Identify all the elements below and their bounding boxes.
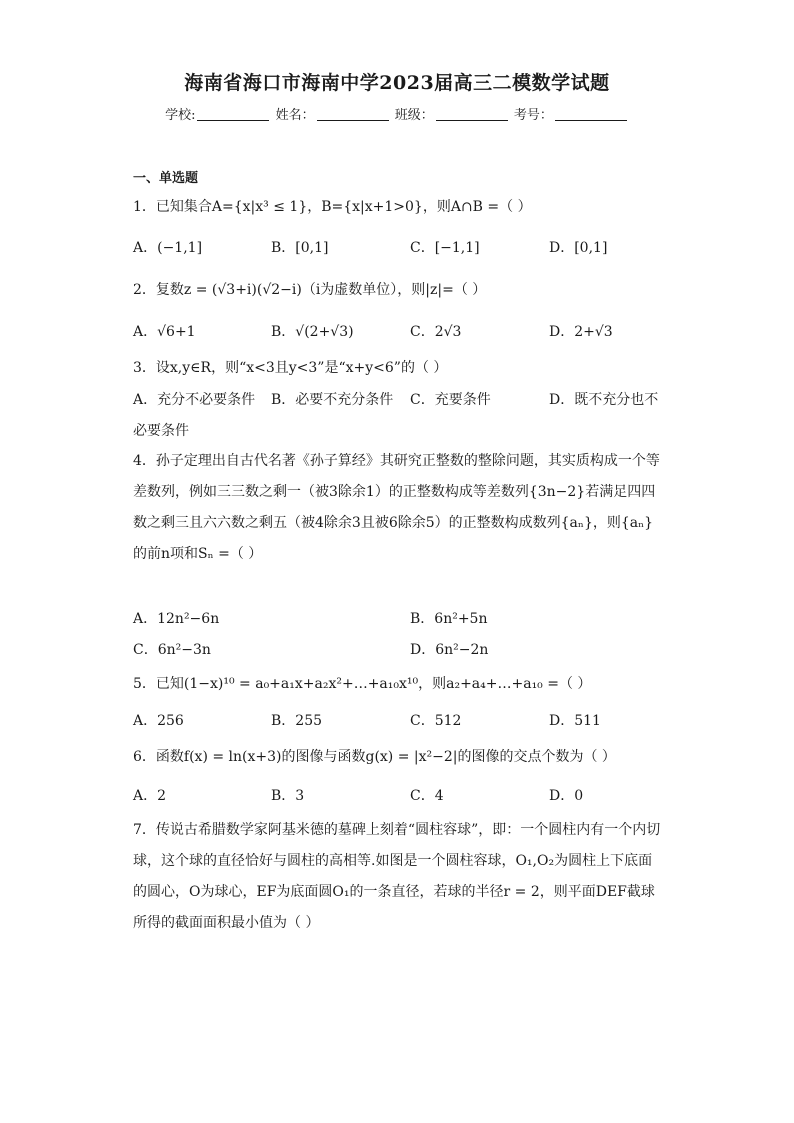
- question-7-stem: 7．传说古希腊数学家阿基米德的墓碑上刻着“圆柱容球”，即：一个圆柱内有一个内切球，这个球的直径恰好与圆柱的高相等.如图是一个圆柱容球，O₁,O₂为圆柱上下底面的圆心，O为球心，EF为底面圆O₁的一条直径，若球的半径r = 2，则平面DEF截球所得的截面面积最小值为（ ）: [133, 822, 661, 931]
- question-1-option-c[interactable]: C．[−1,1]: [410, 240, 480, 256]
- question-2-option-b[interactable]: B．√(2+√3): [271, 324, 354, 340]
- question-4-option-a[interactable]: A．12n²−6n: [133, 611, 220, 627]
- section-title: 一、单选题: [133, 171, 199, 186]
- question-2-option-d[interactable]: D．2+√3: [549, 324, 613, 340]
- question-6-option-a[interactable]: A．2: [133, 788, 167, 804]
- question-2-stem: 2．复数z = (√3+i)(√2−i)（i为虚数单位），则|z|=（ ）: [133, 282, 487, 298]
- question-6-option-d[interactable]: D．0: [549, 788, 584, 804]
- question-2-option-c[interactable]: C．2√3: [410, 324, 462, 340]
- question-1-stem: 1．已知集合A={x|x³ ≤ 1}，B={x|x+1>0}，则A∩B =（ ）: [133, 199, 532, 215]
- exam-number-blank[interactable]: [555, 108, 627, 121]
- question-5-stem: 5．已知(1−x)¹⁰ = a₀+a₁x+a₂x²+…+a₁₀x¹⁰，则a₂+a₄+…+a₁₀ =（ ）: [133, 676, 592, 692]
- question-5-option-b[interactable]: B．255: [271, 713, 323, 729]
- question-6-stem: 6．函数f(x) = ln(x+3)的图像与函数g(x) = |x²−2|的图像的交点个数为（ ）: [133, 749, 616, 765]
- name-label: 姓名：: [275, 108, 315, 123]
- question-5-option-a[interactable]: A．256: [133, 713, 184, 729]
- student-info-line: [0, 104, 794, 123]
- question-3-option-c[interactable]: C．充要条件: [410, 392, 491, 408]
- question-3-option-d-continuation: 必要条件: [133, 423, 189, 439]
- name-blank[interactable]: [317, 108, 389, 121]
- school-label: 学校:: [165, 108, 196, 123]
- question-4-stem: 4．孙子定理出自古代名著《孙子算经》其研究正整数的整除问题，其实质构成一个等差数列，例如三三数之剩一（被3除余1）的正整数构成等差数列{3n−2}若满足四四数之剩三且六六数之剩五（被4除余3且被6除余5）的正整数构成数列{aₙ}，则{aₙ}的前n项和Sₙ =（ ）: [133, 453, 660, 562]
- question-1-option-a[interactable]: A．(−1,1]: [133, 240, 203, 256]
- question-1-option-d[interactable]: D．[0,1]: [549, 240, 608, 256]
- question-6-option-c[interactable]: C．4: [410, 788, 444, 804]
- question-3-stem: 3．设x,y∈R，则“x<3且y<3”是“x+y<6”的（ ）: [133, 360, 448, 376]
- class-blank[interactable]: [436, 108, 508, 121]
- exam-number-label: 考号：: [513, 108, 553, 123]
- school-blank[interactable]: [197, 108, 269, 121]
- question-1-option-b[interactable]: B．[0,1]: [271, 240, 329, 256]
- question-5-option-c[interactable]: C．512: [410, 713, 462, 729]
- question-4-option-c[interactable]: C．6n²−3n: [133, 642, 211, 658]
- class-label: 班级：: [394, 108, 434, 123]
- question-4-option-b[interactable]: B．6n²+5n: [410, 611, 488, 627]
- question-6-option-b[interactable]: B．3: [271, 788, 305, 804]
- question-3-option-b[interactable]: B．必要不充分条件: [271, 392, 394, 408]
- question-4-option-d[interactable]: D．6n²−2n: [410, 642, 489, 658]
- question-5-option-d[interactable]: D．511: [549, 713, 601, 729]
- exam-title: 海南省海口市海南中学2023届高三二模数学试题: [184, 72, 610, 94]
- question-3-option-d[interactable]: D．既不充分也不: [549, 392, 659, 408]
- question-2-option-a[interactable]: A．√6+1: [133, 324, 196, 340]
- question-3-option-a[interactable]: A．充分不必要条件: [133, 392, 256, 408]
